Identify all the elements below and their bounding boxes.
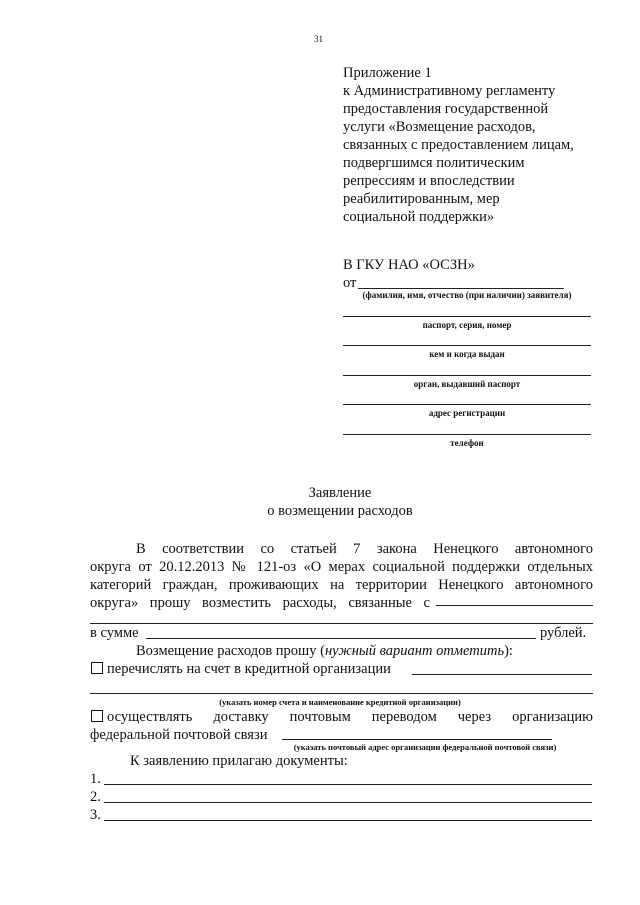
sum-unit: рублей. xyxy=(540,625,587,641)
sum-label: в сумме xyxy=(90,625,139,641)
passport-field[interactable] xyxy=(343,316,591,317)
issuing-authority-field[interactable] xyxy=(343,375,591,376)
postal-address-field[interactable] xyxy=(282,739,552,740)
bank-account-caption: (указать номер счета и наименование кредитной организации) xyxy=(219,697,461,707)
option-postal-transfer-checkbox[interactable] xyxy=(91,710,103,722)
document-title: Заявление xyxy=(308,485,372,501)
registration-address-caption: адрес регистрации xyxy=(428,408,506,418)
issued-by-field[interactable] xyxy=(343,345,591,346)
document-item-field[interactable] xyxy=(104,784,592,785)
sum-field[interactable] xyxy=(146,638,536,639)
phone-caption: телефон xyxy=(450,438,484,448)
appendix-line: реабилитированным, мер xyxy=(343,191,500,207)
phone-field[interactable] xyxy=(343,434,591,435)
appendix-block xyxy=(343,64,574,226)
appendix-line: репрессиям и впоследствии xyxy=(343,173,515,189)
appendix-line: социальной поддержки» xyxy=(343,209,495,225)
appendix-line: услуги «Возмещение расходов, xyxy=(343,119,536,135)
expense-reason-field-2[interactable] xyxy=(90,623,593,624)
appendix-line: к Административному регламенту xyxy=(343,83,556,99)
appendix-line: подвергшимся политическим xyxy=(343,155,525,171)
reimbursement-instruction xyxy=(136,642,513,660)
addressee-to: В ГКУ НАО «ОСЗН» xyxy=(343,257,475,273)
from-field[interactable] xyxy=(358,288,564,289)
document-item-number: 1. xyxy=(90,771,101,787)
document-item-number: 2. xyxy=(90,789,101,805)
registration-address-field[interactable] xyxy=(343,404,591,405)
applicant-name-caption: (фамилия, имя, отчество (при наличии) заявителя) xyxy=(362,290,572,300)
reimbursement-suffix: ): xyxy=(504,643,513,659)
document-item-field[interactable] xyxy=(104,802,592,803)
postal-address-caption: (указать почтовый адрес организации федеральной почтовой связи) xyxy=(293,742,557,752)
reimbursement-italic: нужный вариант отметить xyxy=(324,643,505,659)
appendix-line: связанных с предоставлением лицам, xyxy=(343,137,574,153)
reimbursement-prefix: Возмещение расходов прошу ( xyxy=(136,643,325,659)
bank-account-field-2[interactable] xyxy=(90,693,593,694)
passport-caption: паспорт, серия, номер xyxy=(422,320,512,330)
option-bank-account-checkbox[interactable] xyxy=(91,662,103,674)
body-paragraph-line: категорий граждан, проживающих на территории Ненецкого автономного xyxy=(90,577,593,593)
body-paragraph-line: В соответствии со статьей 7 закона Ненецкого автономного xyxy=(136,541,593,557)
document-item-number: 3. xyxy=(90,807,101,823)
appendix-line: предоставления государственной xyxy=(343,101,549,117)
body-paragraph-line: округа» прошу возместить расходы, связанные с xyxy=(90,595,430,611)
attached-documents-label: К заявлению прилагаю документы: xyxy=(130,753,348,769)
option-bank-account-label: перечислять на счет в кредитной организации xyxy=(107,661,391,677)
option-postal-transfer-label: осуществлять доставку почтовым переводом через организацию xyxy=(107,709,593,725)
issued-by-caption: кем и когда выдан xyxy=(429,349,505,359)
document-item-field[interactable] xyxy=(104,820,592,821)
appendix-line: Приложение 1 xyxy=(343,65,432,81)
bank-account-field[interactable] xyxy=(412,674,592,675)
page-number: 31 xyxy=(314,34,323,44)
option-postal-transfer-label-2: федеральной почтовой связи xyxy=(90,727,268,743)
body-paragraph-line: округа от 20.12.2013 № 121-оз «О мерах социальной поддержки отдельных xyxy=(90,559,593,575)
from-label: от xyxy=(343,275,357,291)
issuing-authority-caption: орган, выдавший паспорт xyxy=(413,379,521,389)
document-subtitle: о возмещении расходов xyxy=(267,503,413,519)
expense-reason-field[interactable] xyxy=(436,605,593,606)
